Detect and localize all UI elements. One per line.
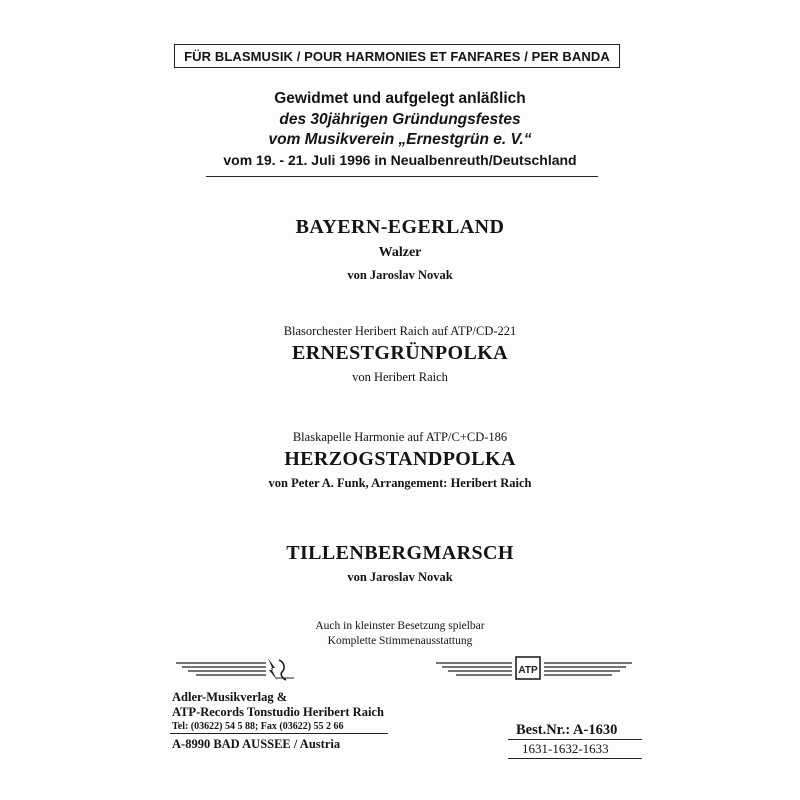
piece-3-recording: Blaskapelle Harmonie auf ATP/C+CD-186 xyxy=(292,430,508,444)
dedication-line-2: des 30jährigen Gründungsfestes xyxy=(279,111,521,128)
order-range: 1631-1632-1633 xyxy=(522,741,609,756)
piece-1-title: BAYERN-EGERLAND xyxy=(295,216,505,238)
piece-3-composer: von Peter A. Funk, Arrangement: Heribert Raich xyxy=(268,476,532,490)
note-line-2: Komplette Stimmenausstattung xyxy=(327,635,473,647)
dedication-divider xyxy=(206,176,598,177)
publisher-name: Adler-Musikverlag & xyxy=(172,690,288,704)
dedication-line-3: vom Musikverein „Ernestgrün e. V.“ xyxy=(268,131,532,148)
bird-icon xyxy=(279,660,286,680)
adler-emblem-rule xyxy=(176,654,294,684)
order-divider xyxy=(508,739,642,740)
order-range-divider xyxy=(508,758,642,759)
atp-emblem-rule xyxy=(436,654,636,684)
piece-2-title: ERNESTGRÜNPOLKA xyxy=(291,342,509,364)
piece-3-title: HERZOGSTANDPOLKA xyxy=(284,448,516,470)
dedication-line-4: vom 19. - 21. Juli 1996 in Neualbenreuth/Deutschland xyxy=(223,152,577,168)
piece-4-composer: von Jaroslav Novak xyxy=(347,570,453,584)
publisher-divider xyxy=(170,733,388,734)
piece-2-recording: Blasorchester Heribert Raich auf ATP/CD-221 xyxy=(283,324,517,338)
piece-2-composer: von Heribert Raich xyxy=(352,370,448,384)
piece-1-subtitle: Walzer xyxy=(378,245,422,260)
lightning-icon xyxy=(268,658,277,680)
piece-1-composer: von Jaroslav Novak xyxy=(347,268,453,282)
note-line-1: Auch in kleinster Besetzung spielbar xyxy=(315,620,485,632)
order-number: Best.Nr.: A-1630 xyxy=(516,722,618,738)
publisher-phone: Tel: (03622) 54 5 88; Fax (03622) 55 2 66 xyxy=(172,721,344,732)
dedication-line-1: Gewidmet und aufgelegt anläßlich xyxy=(274,90,526,107)
instrumentation-banner: FÜR BLASMUSIK / POUR HARMONIES ET FANFARES / PER BANDA xyxy=(174,44,620,68)
publisher-studio: ATP-Records Tonstudio Heribert Raich xyxy=(172,705,384,719)
atp-logo-text: ATP xyxy=(518,665,538,676)
piece-4-title: TILLENBERGMARSCH xyxy=(286,542,514,564)
publisher-address: A-8990 BAD AUSSEE / Austria xyxy=(172,737,341,751)
